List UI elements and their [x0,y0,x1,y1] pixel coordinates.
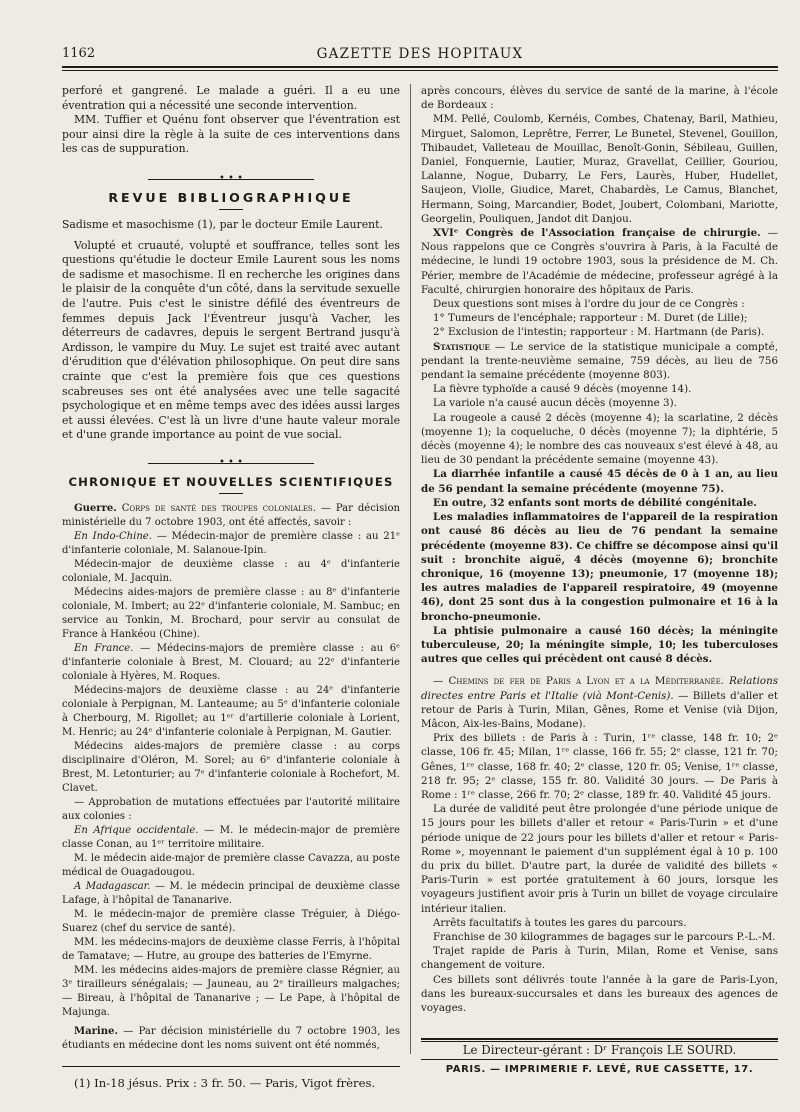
short-rule [219,209,243,210]
paragraph: 2° Exclusion de l'intestin; rapporteur : M. Hartmann (de Paris). [433,326,765,339]
paragraph-statistique [421,340,778,383]
run-in-head: XVIᵉ Congrès de l'Association française de chirurgie. [433,227,761,240]
paragraph: perforé et gangrené. Le malade a guéri. Il a eu une éventration qui a nécessité une seconde intervention. [62,84,400,112]
paragraph: M. le médecin aide-major de première classe Cavazza, au poste médical de Ouagadougou. [62,852,400,878]
text: — Médecins-majors de première classe : au 6ᵉ d'infanterie coloniale à Brest, M. Clouard; au 22ᵉ d'infanterie coloniale à Hyères, M. Roques. [62,642,400,682]
column-divider [410,84,411,1054]
signature-rule-thin [421,1041,778,1042]
text: — Par décision ministérielle du 7 octobre 1903, les étudiants en médecine dont les noms suivent ont été nommés, [62,1025,400,1051]
paragraph: Médecins-majors de deuxième classe : au 24ᵉ d'infanterie coloniale à Perpignan, M. Lanteaume; au 5ᵉ d'infanterie coloniale à Cherbourg, M. Rigollet; au 1ᵉʳ d'artillerie coloniale à Lorient, M. Henric; au 24ᵉ d'infanterie coloniale à Perpignan, M. Gautier. [62,684,400,738]
text: — Le service de la statistique municipale a compté, pendant la trente-neuvième semaine, 759 décès, au lieu de 756 pendant la semaine précédente (moyenne 803). [421,340,778,382]
paragraph: M. le médecin-major de première classe Tréguier, à Diégo-Suarez (chef du service de santé). [62,908,400,934]
paragraph: La phtisie pulmonaire a causé 160 décès; la méningite tuberculeuse, 20; la méningite simple, 10; les tuberculoses autres que celles qui précèdent ont causé 8 décès. [421,624,778,666]
paragraph: MM. les médecins aides-majors de première classe Régnier, au 3ᵉ tirailleurs sénégalais; — Jauneau, au 2ᵉ tirailleurs malgaches; — Bireau, à l'hôpital de Tananarive ; — Le Pape, à l'hôpital de Majunga. [62,964,400,1018]
paragraph-name-list: MM. Pellé, Coulomb, Kernéis, Combes, Chatenay, Baril, Mathieu, Mirguet, Salomon, Leprêtre, Ferrer, Le Bunetel, Stevenel, Gouillon, Thibaudet, Valleteau de Mouillac, Benoît-Gonin, Sébileau, Guillen, Daniel, Fonquernie, Lautier, Muraz, Gravellat, Ceillier, Gouriou, Lalanne, Nogue, Dubarry, Le Fers, Laurès, Huber, Hudellet, Saujeon, Violle, Giudice, Maret, Chabardès, Le Camus, Blanchet, Hermann, Soing, Marcandier, Bodet, Joubert, Colombani, Mariotte, Georgelin, Pouliquen, Jandot dit Danjou. [421,113,778,225]
right-column [421,84,778,1015]
text: — M. le médecin-major de première classe Conan, au 1ᵉʳ territoire militaire. [62,824,400,850]
paragraph: La durée de validité peut être prolongée d'une période unique de 15 jours pour les billets d'aller et retour « Paris-Turin » et d'une période unique de 22 jours pour les billets d'aller et retour « Paris-Rome », moyennant le paiement d'un supplément égal à 10 p. 100 du prix du billet. D'autre part, la durée de validité des billets « Paris-Turin » est portée gratuitement à 60 jours, lorsque les voyageurs justifient avoir pris à Turin un billet de voyage circulaire intérieur italien. [421,803,778,915]
paragraph: Médecins aides-majors de première classe : au corps disciplinaire d'Oléron, M. Sorel; au 6ᵉ d'infanterie coloniale à Brest, M. Letonturier; au 7ᵉ d'infanterie coloniale à Rochefort, M. Clavet. [62,740,400,794]
paragraph [62,824,400,852]
paragraph: La variole n'a causé aucun décès (moyenne 3). [433,397,677,410]
left-column [62,84,400,1053]
text: — Médecin-major de première classe : au 21ᵉ d'infanterie coloniale, M. Salanoue-Ipin. [62,530,400,556]
text: — Nous rappelons que ce Congrès s'ouvrira à Paris, à la Faculté de médecine, le lundi 19 octobre 1903, sous la présidence de M. Ch. Périer, membre de l'Académie de médecine, professeur agrégé à la Faculté, chirurgien honoraire des hôpitaux de Paris. [421,227,779,296]
paragraph: après concours, élèves du service de santé de la marine, à l'école de Bordeaux : [421,85,778,112]
paragraph: MM. Tuffier et Quénu font observer que l'éventration est pour ainsi dire la règle à la suite de ces interventions dans les cas de suppuration. [62,113,400,156]
paragraph-chemins [421,674,778,731]
header-rule-thick [62,66,778,68]
run-in-subhead: Corps de santé des troupes coloniales. [121,502,316,514]
paragraph: Franchise de 30 kilogrammes de bagages sur le parcours P.-L.-M. [433,930,776,943]
paragraph: La diarrhée infantile a causé 45 décès de 0 à 1 an, au lieu de 56 pendant la semaine précédente (moyenne 75). [421,468,778,495]
paragraph [62,880,400,908]
text: — Par décision ministérielle du 7 octobre 1903, ont été affectés, savoir : [62,502,400,528]
signature-rule-thick [421,1038,778,1040]
paragraph: Les maladies inflammatoires de l'appareil de la respiration ont causé 86 décès au lieu de 76 pendant la semaine précédente (moyenne 83). Ce chiffre se décompose ainsi qu'il suit : bronchite aiguë, 4 décès (moyenne 6); bronchite chronique, 16 (moyenne 13); pneumonie, 17 (moyenne 18); les autres maladies de l'appareil respiratoire, 49 (moyenne 46), dont 25 sont dus à la congestion pulmonaire et 16 à la broncho-pneumonie. [421,511,778,623]
review-paragraph: Volupté et cruauté, volupté et souffrance, telles sont les questions qu'étudie le docteur Emile Laurent sous les noms de sadisme et masochisme. Il en recherche les origines dans le plaisir de la conquête d'un côté, dans la servitude sexuelle de l'autre. Puis c'est le sinistre défilé des éventreurs de femmes depuis Jack l'Éventreur jusqu'à Vacher, les déterreurs de cadavres, depuis le sergent Bertrand jusqu'à Ardisson, le vampire du Muy. Le sujet est traité avec autant d'érudition que d'élévation philosophique. On peut dire sans crainte que c'est la première fois que ces questions scabreuses ses ont été analysées avec une telle sagacité psychologique et en même temps avec des idées aussi larges et aussi élevées. C'est là un livre d'une haute valeur morale et d'une grande importance au point de vue social. [62,238,400,442]
paragraph: La fièvre typhoïde a causé 9 décès (moyenne 14). [433,383,692,396]
paragraph [62,642,400,684]
paragraph: Médecins aides-majors de première classe : au 8ᵉ d'infanterie coloniale, M. Imbert; au 22ᵉ d'infanterie coloniale, M. Sambuc; en service au Tonkin, M. Brochard, pour servir au consulat de France à Hankéou (Chine). [62,586,400,640]
paragraph: Arrêts facultatifs à toutes les gares du parcours. [433,916,687,929]
section-title-revue: REVUE BIBLIOGRAPHIQUE [108,189,354,205]
paragraph-guerre [62,502,400,530]
book-title: Sadisme et masochisme (1), par le docteur Emile Laurent. [62,217,383,231]
signature-line: Le Directeur-gérant : Dʳ François LE SOURD. [462,1043,737,1057]
place-label: A Madagascar. [74,880,151,892]
paragraph: En outre, 32 enfants sont morts de débilité congénitale. [433,496,757,509]
paragraph: La rougeole a causé 2 décès (moyenne 4); la scarlatine, 2 décès (moyenne 1); la coqueluche, 0 décès (moyenne 7); la diphtérie, 5 décès (moyenne 4); le nombre des cas nouveaux s'est élevé à 48, au lieu de 30 pendant la précédente semaine (moyenne 43). [421,411,778,467]
printer-imprint: PARIS. — IMPRIMERIE F. LEVÉ, RUE CASSETTE, 17. [445,1064,754,1075]
journal-title: GAZETTE DES HOPITAUX [316,46,524,62]
run-in-head: — Chemins de fer de Paris a Lyon et a la Méditerranée. [433,675,724,688]
printer-rule [421,1059,778,1060]
section-title-chronique: CHRONIQUE ET NOUVELLES SCIENTIFIQUES [68,474,394,489]
paragraph: Deux questions sont mises à l'ordre du jour de ce Congrès : [433,298,745,311]
paragraph [62,530,400,558]
paragraph: 1° Tumeurs de l'encéphale; rapporteur : M. Duret (de Lille); [433,312,748,325]
run-in-head: Marine. [74,1025,118,1037]
place-label: En France. [74,642,134,654]
text: — M. le médecin principal de deuxième classe Lafage, à l'hôpital de Tananarive. [62,880,400,906]
text: — Billets d'aller et retour de Paris à Turin, Milan, Gênes, Rome et Venise (vià Dijon, Mâcon, Aix-les-Bains, Modane). [421,689,778,730]
page-number: 1162 [62,46,96,61]
section-separator: • • • [62,455,400,471]
place-label: En Indo-Chine. [74,530,152,542]
paragraph-congres [421,226,778,297]
place-label: En Afrique occidentale. [74,824,199,836]
run-in-subhead: Relations directes entre Paris et l'Italie (vià Mont-Cenis). [421,675,778,702]
short-rule [219,493,243,494]
header-rule-thin [62,70,778,71]
run-in-head: Statistique [433,340,490,353]
run-in-head: Guerre. [74,502,117,514]
page-header [62,46,778,64]
paragraph: Médecin-major de deuxième classe : au 4ᵉ d'infanterie coloniale, M. Jacquin. [62,558,400,584]
paragraph: — Approbation de mutations effectuées par l'autorité militaire aux colonies : [62,796,400,822]
paragraph: Prix des billets : de Paris à : Turin, 1ʳᵉ classe, 148 fr. 10; 2ᵉ classe, 106 fr. 45; Milan, 1ʳᵉ classe, 166 fr. 55; 2ᵉ classe, 121 fr. 70; Gênes, 1ʳᵉ classe, 168 fr. 40; 2ᵉ classe, 120 fr. 05; Venise, 1ʳᵉ classe, 218 fr. 95; 2ᵉ classe, 155 fr. 80. Validité 30 jours. — De Paris à Rome : 1ʳᵉ classe, 266 fr. 70; 2ᵉ classe, 189 fr. 40. Validité 45 jours. [421,732,778,801]
paragraph: Trajet rapide de Paris à Turin, Milan, Rome et Venise, sans changement de voiture. [421,945,778,972]
paragraph: Ces billets sont délivrés toute l'année à la gare de Paris-Lyon, dans les bureaux-succursales et dans les bureaux des agences de voyages. [421,973,778,1014]
paragraph-marine [62,1025,400,1053]
paragraph: MM. les médecins-majors de deuxième classe Ferris, à l'hôpital de Tamatave; — Hutre, au groupe des batteries de l'Emyrne. [62,936,400,962]
footnote-rule [62,1066,400,1067]
footnote: (1) In-18 jésus. Prix : 3 fr. 50. — Paris, Vigot frères. [74,1076,376,1090]
section-separator: • • • [62,171,400,187]
